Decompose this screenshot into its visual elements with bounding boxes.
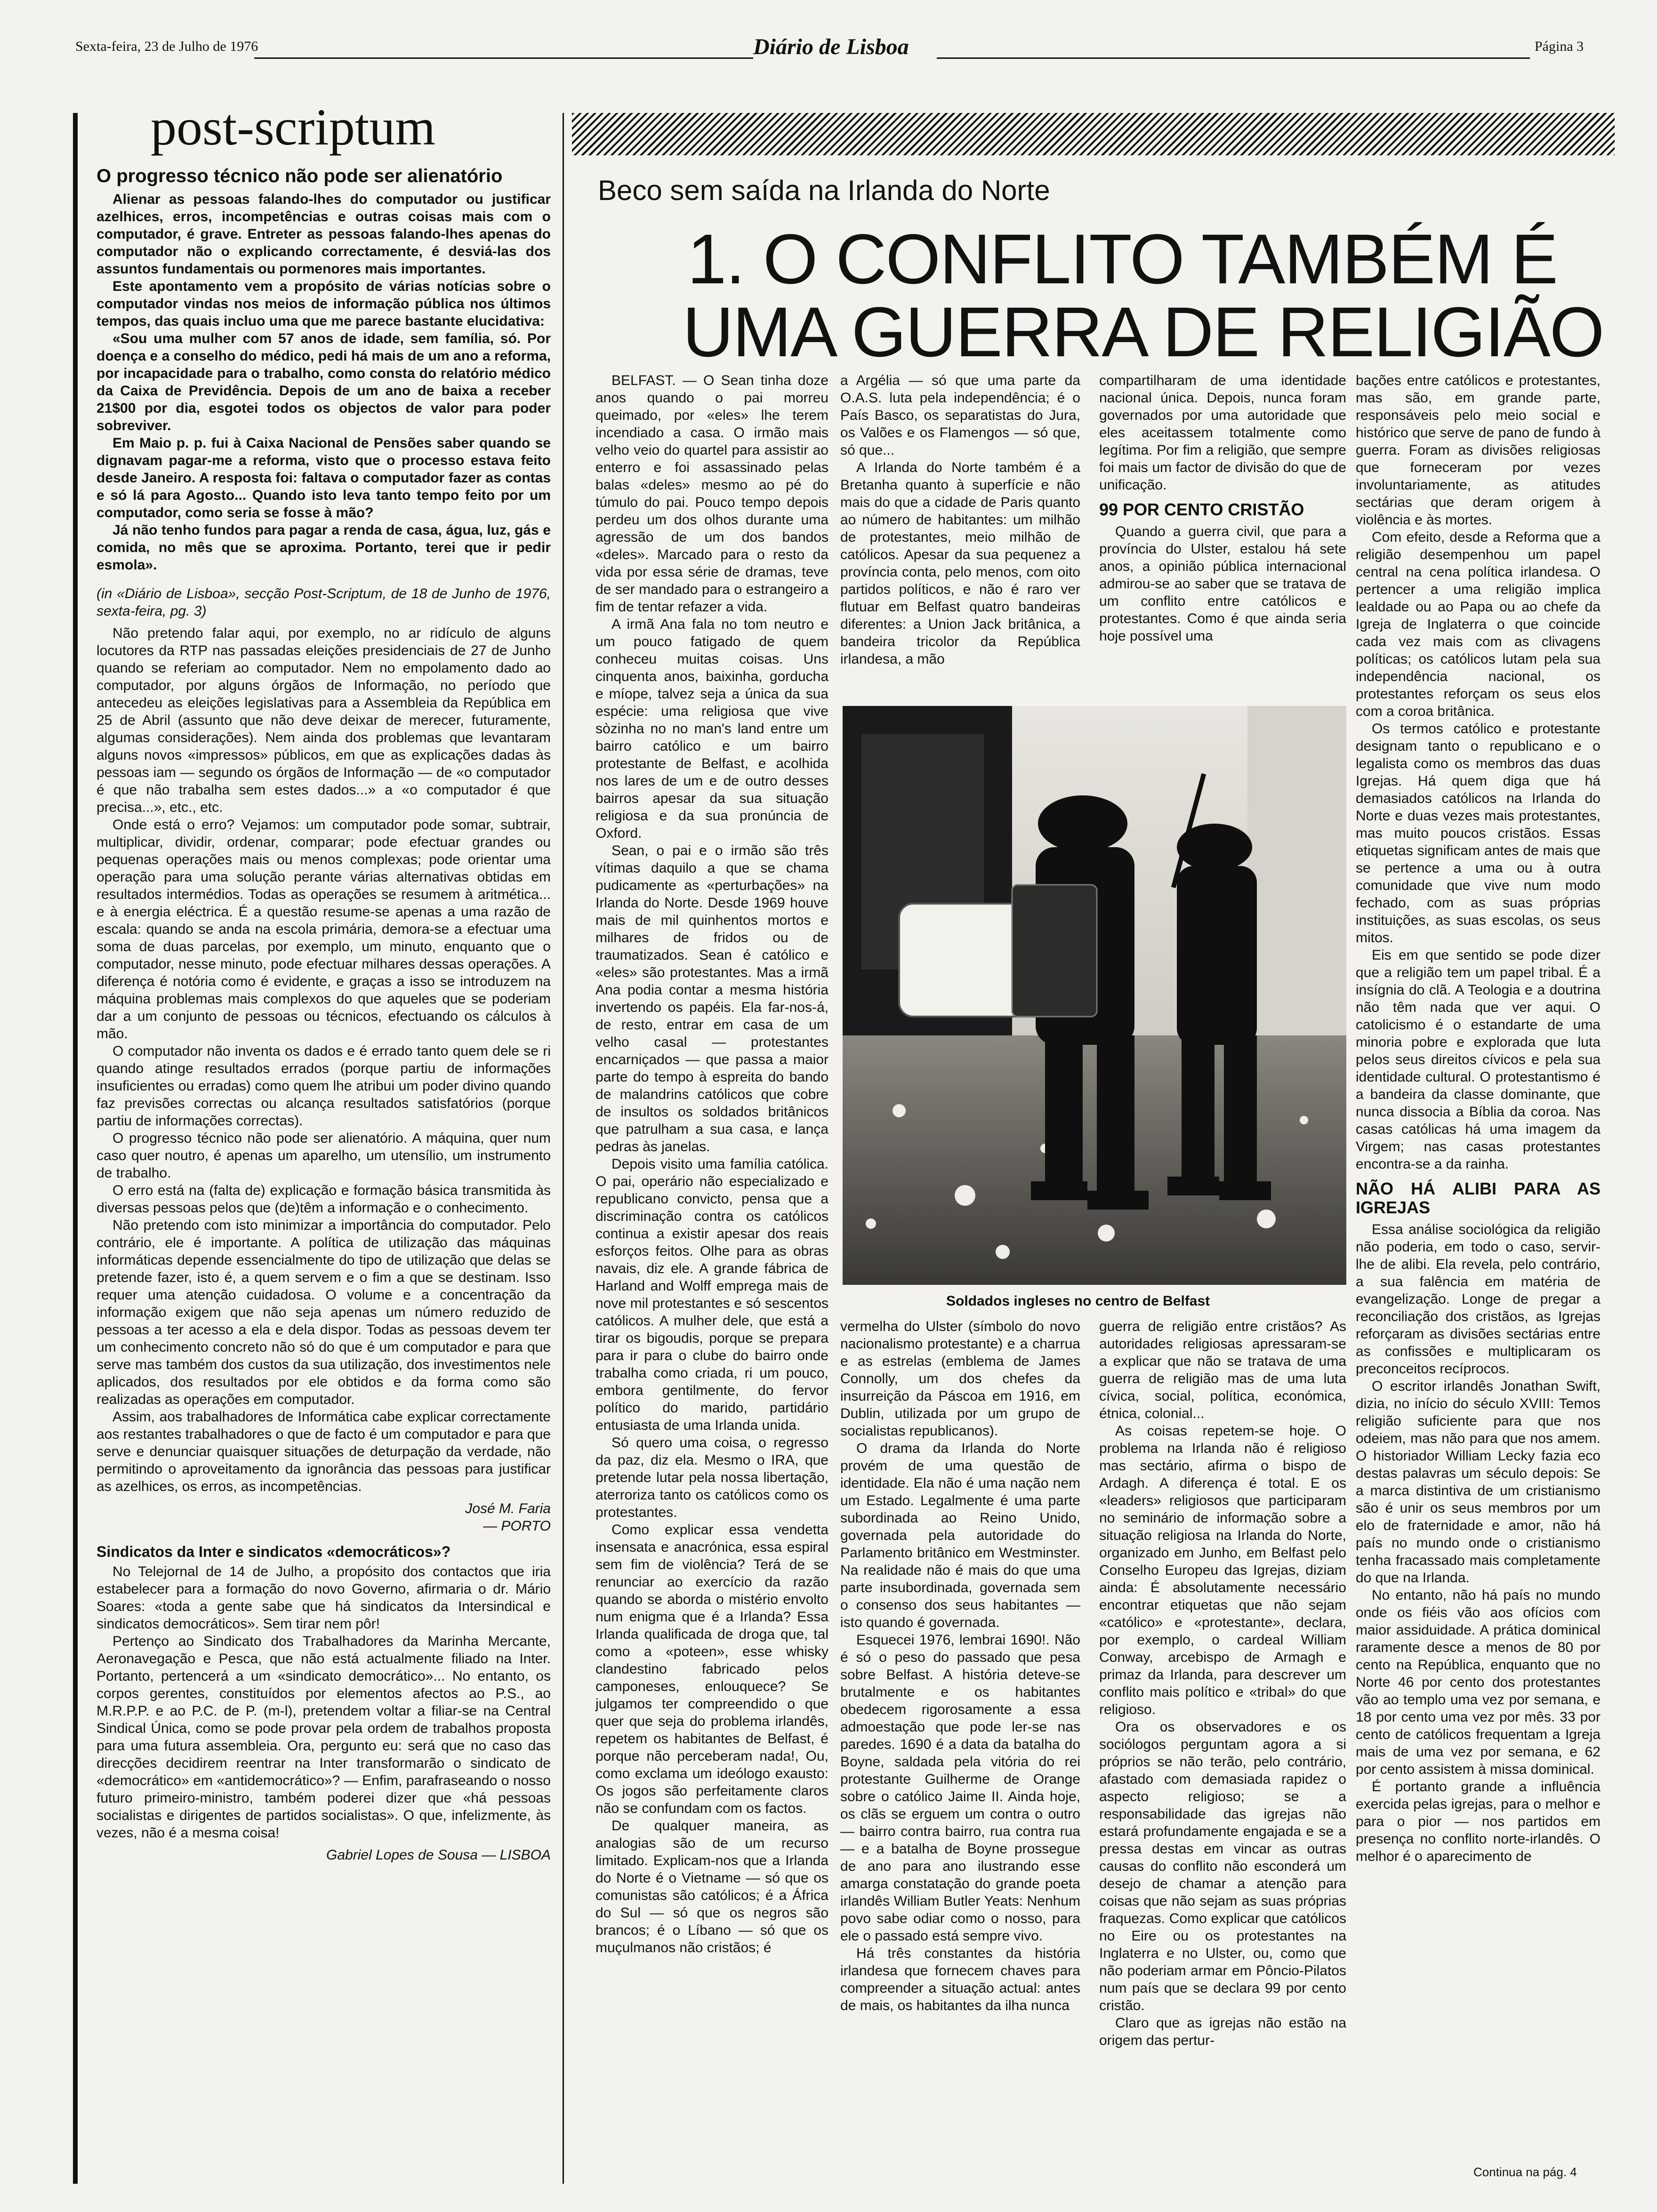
- article-paragraph: Os termos católico e protestante designam tanto o republicano e o legalista como os membros das duas Igrejas. Há quem diga que há demasiados católicos na Irlanda do Norte e duas vezes mais protestantes, mas muito poucos cristãos. Essas etiquetas significam antes de mais que se pertence a uma ou à outra comunidade que vive num modo fechado, com as suas próprias instituições, as suas escolas, os seus mitos.: [1356, 721, 1601, 946]
- article-paragraph: Ora os observadores e os sociólogos perguntam agora a si próprios se não terão, pelo contrário, afastado com demasiada rapidez o aspecto religioso; se a responsabilidade das igrejas não estará profundamente engajada e se a pressa destas em vincar as outras causas do conflito não esconderá um desejo de chamar a atenção para coisas que não sejam as suas próprias fraquezas. Como explicar que católicos no Eire ou os protestantes na Inglaterra e no Ulster, ou, como que não poderiam armar em Pôncio-Pilatos num país que se declara 99 por cento cristão.: [1099, 1719, 1346, 2013]
- article-paragraph: Esquecei 1976, lembrai 1690!. Não é só o peso do passado que pesa sobre Belfast. A história deteve-se brutalmente e os habitantes obedecem rigorosamente a essa admoestação que pode ler-se nas paredes. 1690 é a data da batalha do Boyne, saldada pela vitória do rei protestante Guilherme de Orange sobre o católico Jaime II. Ainda hoje, os clãs se erguem um contra o outro — bairro contra bairro, rua contra rua — e a batalha de Boyne prossegue de ano para ano ilustrando esse amarga constatação do grande poeta irlandês William Butler Yeats: Nenhum povo sabe odiar como o nosso, para ele o passado está sempre vivo.: [840, 1632, 1080, 1944]
- body-paragraph: O erro está na (falta de) explicação e formação básica transmitida às diversas pessoas pelos que (de)têm a informação e o conhecimento.: [97, 1183, 551, 1216]
- article-paragraph: guerra de religião entre cristãos? As autoridades religiosas apressaram-se a explicar que não se tratava de uma guerra de religião mas de uma luta cívica, social, política, económica, étnica, colonial...: [1099, 1319, 1346, 1421]
- article-paragraph: Quando a guerra civil, que para a província do Ulster, estalou há sete anos, a opinião pública internacional admirou-se ao saber que se tratava de um conflito entre católicos e protestantes. Como é que ainda seria hoje possível uma: [1099, 524, 1346, 644]
- body-paragraph: Assim, aos trabalhadores de Informática cabe explicar correctamente aos restantes trabalhadores o que de facto é um computador e para que serve e denunciar quaisquer situações de deturpação da verdade, não permitindo o aproveitamento da ignorância das pessoas para justificar as azelhices, os erros, as incompetências.: [97, 1409, 551, 1494]
- headline-line2: UMA GUERRA DE RELIGIÃO: [683, 292, 1604, 371]
- article-col2-top: [840, 372, 1080, 701]
- headline-line1: 1. O CONFLITO TAMBÉM É: [687, 219, 1557, 298]
- photo-caption: Soldados ingleses no centro de Belfast: [946, 1293, 1210, 1309]
- article-col3-bottom: [1099, 1318, 1346, 2179]
- body-paragraph: O computador não inventa os dados e é errado tanto quem dele se ri quando atinge resultados errados (porque partiu de informações insuficientes ou erradas) como quem lhe atribui um poder divino quando faz previsões correctas ou alcança resultados satisfatórios (porque partiu de informações correctas).: [97, 1043, 551, 1129]
- citation: (in «Diário de Lisboa», secção Post-Scriptum, de 18 de Junho de 1976, sexta-feira, pg. 3): [97, 586, 551, 619]
- article-paragraph: De qualquer maneira, as analogias são de um recurso limitado. Explicam-nos que a Irlanda do Norte é o Vietname — só que os comunistas são católicos; é a África do Sul — só que os negros são brancos; é o Líbano — só que os muçulmanos não cristãos; é: [595, 1818, 828, 1956]
- sindicatos-title: Sindicatos da Inter e sindicatos «democráticos»?: [97, 1543, 451, 1560]
- body-paragraph: Não pretendo com isto minimizar a importância do computador. Pelo contrário, ele é importante. A política de utilização das máquinas informáticas depende essencialmente do tipo de utilização que delas se pretende fazer, isto é, a quem servem e o fim a que se destinam. Isso requer uma atenção cuidadosa. O volume e a concentração da informação exigem que não seja apenas um número reduzido de pessoas a ter acesso a ela e dela dispor. Todas as pessoas devem ter um conhecimento concreto não só do que é um computador e para que serve mas também dos custos da sua utilização, dos investimentos nele aplicados, dos resultados por ele obtidos e da forma como são realizadas as operações em computador.: [97, 1218, 551, 1407]
- sindicatos-paragraph: Pertenço ao Sindicato dos Trabalhadores da Marinha Mercante, Aeronavegação e Pesca, que não está actualmente filiado na Inter. Portanto, pertencerá a um «sindicato democrático»... No entanto, os corpos gerentes, constituídos por elementos afectos ao P.S., ao M.R.P.P. e ao P.C. de P. (m-l), pretendem voltar a filiar-se na Central Sindical Única, como se pode provar pela ordem de trabalhos proposta para uma futura assembleia. Ora, pergunto eu: será que no caso das direcções decidirem reentrar na Inter transformarão o sindicato de «democrático» em «antidemocrático»? — Enfim, parafraseando o nosso futuro primeiro-ministro, também poderei dizer que «há pessoas socialistas e dirigentes de partidos socialistas». O que, infelizmente, às vezes, não é a mesma coisa!: [97, 1634, 551, 1841]
- photo-soldiers: [843, 706, 1346, 1285]
- masthead: Diário de Lisboa: [753, 34, 909, 59]
- article-paragraph: A Irlanda do Norte também é a Bretanha quanto à superfície e não mais do que a cidade de Paris quanto ao número de habitantes: um milhão de protestantes, meio milhão de católicos. Apesar da sua pequenez a província conta, pelo menos, com oito partidos políticos, e não é raro ver flutuar em Belfast quatro bandeiras diferentes: a Union Jack britânica, a bandeira tricolor da República irlandesa, a mão: [840, 460, 1080, 667]
- article-paragraph: Como explicar essa vendetta insensata e anacrónica, essa espiral sem fim de violência? Terá de se renunciar ao exercício da razão quando se aborda o mistério envolto num enigma que é a Irlanda? Essa Irlanda qualificada de droga que, tal como a «poteen», esse whisky clandestino fabricado pelos camponeses, enlouquece? Se julgamos ter compreendido o que quer que seja do problema irlandês, repetem os habitantes de Belfast, é porque não perceberam nada!, Ou, como exclama um ideólogo exausto: Os jogos são perfeitamente claros não se confundam com os factos.: [595, 1522, 828, 1816]
- header-rule-left: [254, 57, 753, 59]
- article-paragraph: O escritor irlandês Jonathan Swift, dizia, no início do século XVIII: Temos religião suficiente para que nos odeiem, mas não para que nos amem. O historiador William Lecky fazia eco destas palavras um século depois: Se a marca distintiva de um cristianismo são é unir os seus membros por um elo de fraternidade e amor, não há país no mundo onde o cristianismo tenha fracassado mais completamente do que na Irlanda.: [1356, 1378, 1601, 1586]
- article-paragraph: Essa análise sociológica da religião não poderia, em todo o caso, servir-lhe de alibi. Ela revela, pelo contrário, a sua falência em matéria de evangelização. Longe de pregar a reconciliação dos cristãos, as Igrejas reforçaram as divisões sectárias entre as confissões e multiplicaram os preconceitos recíprocos.: [1356, 1222, 1601, 1377]
- article-paragraph: Eis em que sentido se pode dizer que a religião tem um papel tribal. É a insígnia do clã. A Teologia e a doutrina não têm nada que ver aqui. O catolicismo é o estandarte de uma minoria pobre e explorada que luta pelos seus direitos cívicos e pela sua identidade cultural. O protestantismo é a bandeira da classe dominante, que nunca dissocia a Bíblia da coroa. Nas casas católicas há uma imagem da Virgem; nas casas protestantes encontra-se a da rainha.: [1356, 947, 1601, 1172]
- article-paragraph: No entanto, não há país no mundo onde os fiéis vão aos ofícios com maior assiduidade. A prática dominical raramente desce a menos de 80 por cento na República, enquanto que no Norte 46 por cento dos protestantes vão ao templo uma vez por semana, e 18 por cento uma vez por mês. 33 por cento de católicos frequentam a Igreja mais de uma vez por semana, e 62 por cento assistem à missa dominical.: [1356, 1587, 1601, 1777]
- article-paragraph: Com efeito, desde a Reforma que a religião desempenhou um papel central na cena política irlandesa. O pertencer a uma religião implica lealdade ou ao Papa ou ao chefe da Igreja de Inglaterra o que coincide cada vez mais com as clivagens políticas; os católicos lutam pela sua independência nacional, os protestantes reforçam os seus elos com a coroa britânica.: [1356, 529, 1601, 719]
- signature-place: — PORTO: [483, 1518, 551, 1534]
- quote-paragraph: Já não tenho fundos para pagar a renda de casa, água, luz, gás e comida, no mês que se aproxima. Portanto, terei que ir pedir esmola».: [97, 522, 551, 573]
- header-rule-right: [937, 57, 1530, 59]
- subhead-99-por-cento: 99 POR CENTO CRISTÃO: [1099, 500, 1304, 519]
- article-paragraph: compartilharam de uma identidade nacional única. Depois, nunca foram governados por uma autoridade que eles aceitassem totalmente como legítima. Por fim a religião, que sempre foi mais um factor de divisão do que de unificação.: [1099, 373, 1346, 493]
- left-column-top-rule: [73, 113, 78, 2184]
- sindicatos-paragraph: No Telejornal de 14 de Julho, a propósito dos contactos que iria estabelecer para a formação do novo Governo, afirmaria o dr. Mário Soares: «toda a gente sabe que há sindicatos da Intersindical e sindicatos democráticos». Sem tirar nem pôr!: [97, 1564, 551, 1632]
- article-paragraph: vermelha do Ulster (símbolo do novo nacionalismo protestante) e a charrua e as estrelas (emblema de James Connolly, um dos chefes da insurreição da Páscoa em 1916, em Dublin, utilizada por um grupo de socialistas republicanos).: [840, 1319, 1080, 1439]
- subhead-nao-ha-alibi: NÃO HÁ ALIBI PARA AS IGREJAS: [1356, 1179, 1601, 1217]
- quote-paragraph: «Sou uma mulher com 57 anos de idade, sem família, só. Por doença e a conselho do médico, pedi há mais de um ano a reforma, por incapacidade para o trabalho, como consta do relatório médico da Caixa de Previdência. Depois de um ano de baixa a receber 21$00 por dia, esgotei todos os objectos de valor para poder sobreviver.: [97, 331, 551, 433]
- continued-note: Continua na pág. 4: [1473, 2165, 1577, 2179]
- article-paragraph: É portanto grande a influência exercida pelas igrejas, para o melhor e para o pior — nos partidos em presença no conflito norte-irlandês. O melhor é o aparecimento de: [1356, 1779, 1601, 1864]
- quote-paragraph: Este apontamento vem a propósito de várias notícias sobre o computador vindas nos meios de informação pública nos últimos tempos, das quais incluo uma que me parece bastante elucidativa:: [97, 279, 551, 329]
- body-paragraph: Não pretendo falar aqui, por exemplo, no ar ridículo de alguns locutores da RTP nas passadas eleições presidenciais de 27 de Junho quando se referiam ao computador. Nem no empolamento dado ao computador, por alguns órgãos de Informação, no período que antecedeu as eleições legislativas para a Assembleia da República em 25 de Abril (assunto que não deve deixar de merecer, futuramente, algumas considerações). Nem ainda dos problemas que levantaram alguns novos «impressos» públicos, em que as explicações dadas às pessoas iam — segundo os órgãos de Informação — de «o computador é que não trabalha sem estes dados...» a «o computador é que precisa...», etc., etc.: [97, 625, 551, 815]
- article-paragraph: Há três constantes da história irlandesa que fornecem chaves para compreender a situação actual: antes de mais, os habitantes da ilha nunca: [840, 1946, 1080, 2013]
- article-paragraph: O drama da Irlanda do Norte provém de uma questão de identidade. Ela não é uma nação nem um Estado. Legalmente é uma parte subordinada ao Reino Unido, governada pela autoridade do Parlamento britânico em Westminster. Na realidade não é mais do que uma parte insubordinada, governada sem o consenso dos seus habitantes — isto quando é governada.: [840, 1441, 1080, 1630]
- body-paragraph: O progresso técnico não pode ser alienatório. A máquina, quer num caso quer noutro, é apenas um aparelho, um utensílio, um instrumento de trabalho.: [97, 1130, 551, 1181]
- article-kicker: Beco sem saída na Irlanda do Norte: [598, 175, 1050, 206]
- postscriptum-quote: [97, 191, 551, 574]
- article-paragraph: Depois visito uma família católica. O pai, operário não especializado e republicano convicto, pensa que a discriminação contra os católicos continua a existir apesar dos reais esforços feitos. Olhe para as obras navais, diz ele. A grande fábrica de Harland and Wolff emprega mais de nove mil protestantes e só sescentos católicos. A mulher dele, que está a tirar os bigoudis, porque se prepara para ir para o clube do bairro onde trabalha como criada, ri um pouco, embora gentilmente, do fervor político do marido, partidário entusiasta de uma Irlanda unida.: [595, 1156, 828, 1433]
- article-col1: [595, 372, 828, 2179]
- column-divider: [563, 113, 564, 2184]
- article-paragraph: Sean, o pai e o irmão são três vítimas daquilo a que se chama pudicamente as «perturbações» na Irlanda do Norte. Desde 1969 houve mais de mil quinhentos mortos e milhares de fridos ou de traumatizados. Sean é católico e «eles» são protestantes. Mas a irmã Ana podia contar a mesma história invertendo os papéis. Ela far-nos-á, de resto, entrar em casa de um velho casal — protestantes encarniçados — que passa a maior parte do tempo à espreita do bando de malandrins católicos que cobre de insultos os soldados britânicos que patrulham a sua casa, e lança pedras às janelas.: [595, 843, 828, 1154]
- postscriptum-body: [97, 191, 551, 1863]
- article-paragraph: As coisas repetem-se hoje. O problema na Irlanda não é religioso mas sectário, afirma o bispo de Ardagh. A diferença é total. E os «leaders» religiosos que participaram no seminário de informação sobre a situação religiosa na Irlanda do Norte, organizado em Junho, em Belfast pelo Conselho Europeu das Igrejas, diziam ainda: É absolutamente necessário encontrar etiquetas que não sejam «católico» e «protestante», declara, por exemplo, o cardeal William Conway, arcebispo de Armagh e primaz da Irlanda, para descrever um conflito mais político e «tribal» do que religioso.: [1099, 1423, 1346, 1717]
- body-paragraph: Onde está o erro? Vejamos: um computador pode somar, subtrair, multiplicar, dividir, ordenar, comparar; pode efectuar grandes ou pequenas operações mais ou menos complexas; pode orientar uma operação para uma solução perante várias alternativas obtidas em resultados intermédios. Todas as operações se resumem à aritmética... e à energia eléctrica. É a questão resume-se apenas a uma razão de escala: quando se anda na escola primária, demora-se a efectuar uma soma de duas parcelas, por exemplo, um minuto, enquanto que o computador, nesse minuto, pode efectuar milhares dessas operações. A diferença é notória como é evidente, e graças a isso se introduzem na máquina problemas mais complexos do que aqueles que se poderiam dar a um conjunto de pessoas ou técnicos, efectuando os cálculos à mão.: [97, 817, 551, 1042]
- article-paragraph: bações entre católicos e protestantes, mas são, em grande parte, responsáveis pelo meio social e histórico que serve de pano de fundo à guerra. Foram as divisões religiosas que forneceram por vezes involuntariamente, as atitudes sectárias que deram origem à violência e às mortes.: [1356, 373, 1601, 528]
- article-paragraph: Claro que as igrejas não estão na origem das pertur-: [1099, 2015, 1346, 2048]
- quote-paragraph: Alienar as pessoas falando-lhes do computador ou justificar azelhices, erros, incompetências e outras coisas mais com o computador, é grave. Entreter as pessoas falando-lhes apenas do computador não o explicando correctamente, é desviá-las dos assuntos fundamentais ou pormenores mais importantes.: [97, 192, 551, 277]
- postscriptum-subtitle: O progresso técnico não pode ser alienatório: [97, 166, 503, 186]
- article-paragraph: BELFAST. — O Sean tinha doze anos quando o pai morreu queimado, por «eles» lhe terem incendiado a casa. O irmão mais velho veio do quartel para assistir ao enterro e foi assassinado pelas balas «deles» mesmo ao pé do túmulo do pai. Pouco tempo depois perdeu um dos olhos durante uma agressão de um dos bandos «deles». Marcado para o resto da vida por essa série de dramas, teve de ser mandado para o estrangeiro a fim de tentar refazer a vida.: [595, 373, 828, 615]
- article-col4: [1356, 372, 1601, 2156]
- article-col2-bottom: [840, 1318, 1080, 2179]
- article-col3-top: [1099, 372, 1346, 701]
- header-date: Sexta-feira, 23 de Julho de 1976: [75, 39, 258, 54]
- postscriptum-title: post-scriptum: [151, 98, 435, 156]
- article-paragraph: Só quero uma coisa, o regresso da paz, diz ela. Mesmo o IRA, que pretende lutar pela nossa libertação, aterroriza tanto os católicos como os protestantes.: [595, 1435, 828, 1520]
- signature-name: José M. Faria: [465, 1501, 551, 1516]
- article-paragraph: A irmã Ana fala no tom neutro e um pouco fatigado de quem conheceu muitas coisas. Uns cinquenta anos, baixinha, gorducha e míope, talvez seja a única da sua espécie: uma religiosa que vive sòzinha no no man's land entre um bairro católico e um bairro protestante de Belfast, e acolhida nos lares de um e de outro desses bairros apesar da sua situação religiosa e da sua pronúncia de Oxford.: [595, 617, 828, 841]
- page-number: Página 3: [1535, 39, 1584, 54]
- quote-paragraph: Em Maio p. p. fui à Caixa Nacional de Pensões saber quando se dignavam pagar-me a reforma, visto que o processo estava feito desde Janeiro. A resposta foi: faltava o computador fazer as contas e só lá para Agosto... Quando isto leva tanto tempo feito por um computador, como seria se fosse à mão?: [97, 435, 551, 521]
- article-paragraph: a Argélia — só que uma parte da O.A.S. luta pela independência; é o País Basco, os separatistas do Jura, os Valões e os Flamengos — só que, só que...: [840, 373, 1080, 458]
- hatched-banner: [572, 113, 1615, 155]
- photo-illustration: [843, 706, 1346, 1285]
- sindicatos-signature: Gabriel Lopes de Sousa — LISBOA: [326, 1847, 551, 1863]
